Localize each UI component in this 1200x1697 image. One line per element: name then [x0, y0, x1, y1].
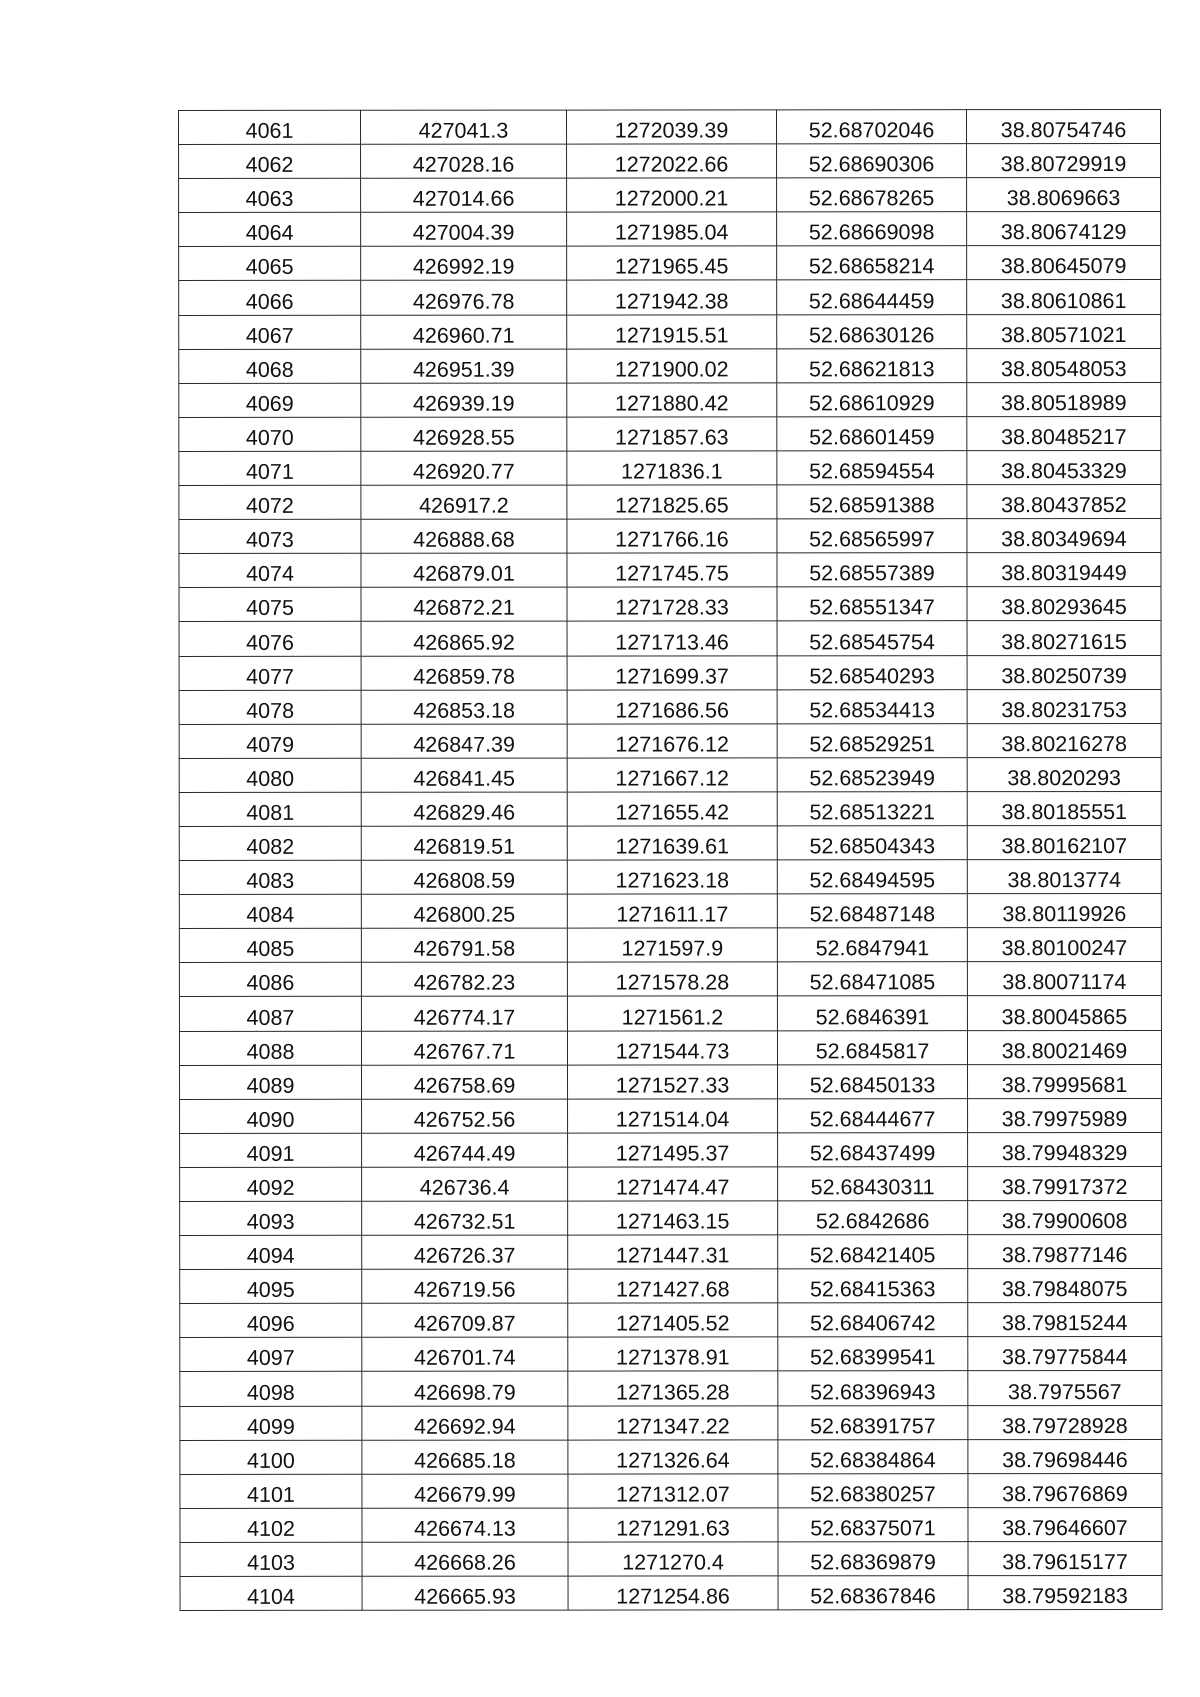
- x-coordinate-cell: 426782.23: [361, 962, 567, 996]
- x-coordinate-cell: 426853.18: [361, 690, 567, 724]
- longitude-cell: 38.79615177: [968, 1541, 1162, 1575]
- point-number-cell: 4070: [179, 417, 361, 451]
- longitude-cell: 38.79646607: [968, 1507, 1162, 1541]
- latitude-cell: 52.68367846: [778, 1576, 968, 1610]
- latitude-cell: 52.68565997: [777, 519, 967, 553]
- point-number-cell: 4069: [179, 383, 361, 417]
- table-row: [180, 1507, 1162, 1542]
- x-coordinate-cell: 426829.46: [361, 792, 567, 826]
- x-coordinate-cell: 426791.58: [361, 928, 567, 962]
- latitude-cell: 52.68678265: [777, 178, 967, 212]
- table-row: [179, 723, 1161, 758]
- point-number-cell: 4074: [179, 554, 361, 588]
- y-coordinate-cell: 1271544.73: [567, 1030, 777, 1064]
- x-coordinate-cell: 426774.17: [361, 997, 567, 1031]
- longitude-cell: 38.80231753: [967, 689, 1161, 723]
- y-coordinate-cell: 1272022.66: [567, 144, 777, 178]
- longitude-cell: 38.79698446: [968, 1439, 1162, 1473]
- y-coordinate-cell: 1271915.51: [567, 314, 777, 348]
- y-coordinate-cell: 1271667.12: [567, 758, 777, 792]
- table-row: [179, 825, 1161, 860]
- longitude-cell: 38.80349694: [967, 519, 1161, 553]
- y-coordinate-cell: 1271639.61: [567, 826, 777, 860]
- table-row: [179, 382, 1161, 417]
- latitude-cell: 52.68621813: [777, 348, 967, 382]
- longitude-cell: 38.79592183: [968, 1576, 1162, 1610]
- x-coordinate-cell: 426808.59: [361, 860, 567, 894]
- y-coordinate-cell: 1271561.2: [567, 996, 777, 1030]
- longitude-cell: 38.80119926: [967, 894, 1161, 928]
- table-row: [179, 587, 1161, 622]
- y-coordinate-cell: 1271836.1: [567, 451, 777, 485]
- y-coordinate-cell: 1271378.91: [568, 1337, 778, 1371]
- longitude-cell: 38.79676869: [968, 1473, 1162, 1507]
- table-row: [179, 655, 1161, 690]
- point-number-cell: 4082: [179, 826, 361, 860]
- latitude-cell: 52.6845817: [777, 1030, 967, 1064]
- longitude-cell: 38.80271615: [967, 621, 1161, 655]
- longitude-cell: 38.79995681: [967, 1064, 1161, 1098]
- x-coordinate-cell: 426800.25: [361, 894, 567, 928]
- longitude-cell: 38.80021469: [967, 1030, 1161, 1064]
- longitude-cell: 38.80185551: [967, 791, 1161, 825]
- latitude-cell: 52.68529251: [777, 723, 967, 757]
- table-row: [179, 178, 1161, 213]
- point-number-cell: 4079: [179, 724, 361, 758]
- table-row: [179, 109, 1161, 144]
- latitude-cell: 52.68551347: [777, 587, 967, 621]
- y-coordinate-cell: 1271825.65: [567, 485, 777, 519]
- table-row: [180, 1371, 1162, 1406]
- point-number-cell: 4104: [180, 1576, 362, 1610]
- point-number-cell: 4098: [180, 1372, 362, 1406]
- point-number-cell: 4095: [180, 1269, 362, 1303]
- longitude-cell: 38.80162107: [967, 825, 1161, 859]
- longitude-cell: 38.80453329: [967, 450, 1161, 484]
- y-coordinate-cell: 1271880.42: [567, 383, 777, 417]
- y-coordinate-cell: 1271686.56: [567, 689, 777, 723]
- point-number-cell: 4103: [180, 1542, 362, 1576]
- y-coordinate-cell: 1271463.15: [568, 1201, 778, 1235]
- latitude-cell: 52.68644459: [777, 280, 967, 314]
- y-coordinate-cell: 1271699.37: [567, 655, 777, 689]
- y-coordinate-cell: 1271427.68: [568, 1269, 778, 1303]
- table-row: [179, 416, 1161, 451]
- y-coordinate-cell: 1271985.04: [567, 212, 777, 246]
- latitude-cell: 52.68487148: [777, 894, 967, 928]
- latitude-cell: 52.68540293: [777, 655, 967, 689]
- point-number-cell: 4068: [179, 349, 361, 383]
- latitude-cell: 52.68601459: [777, 417, 967, 451]
- point-number-cell: 4076: [179, 622, 361, 656]
- table-row: [179, 621, 1161, 656]
- point-number-cell: 4065: [179, 247, 361, 281]
- x-coordinate-cell: 427028.16: [361, 144, 567, 178]
- point-number-cell: 4081: [179, 792, 361, 826]
- x-coordinate-cell: 426928.55: [361, 417, 567, 451]
- y-coordinate-cell: 1271611.17: [567, 894, 777, 928]
- y-coordinate-cell: 1271405.52: [568, 1303, 778, 1337]
- longitude-cell: 38.79975989: [968, 1098, 1162, 1132]
- latitude-cell: 52.68444677: [778, 1098, 968, 1132]
- y-coordinate-cell: 1271527.33: [568, 1064, 778, 1098]
- latitude-cell: 52.6842686: [778, 1201, 968, 1235]
- point-number-cell: 4067: [179, 315, 361, 349]
- x-coordinate-cell: 426992.19: [361, 246, 567, 280]
- latitude-cell: 52.6847941: [777, 928, 967, 962]
- table-row: [180, 1132, 1162, 1167]
- y-coordinate-cell: 1271713.46: [567, 621, 777, 655]
- longitude-cell: 38.8020293: [967, 757, 1161, 791]
- longitude-cell: 38.80610861: [967, 280, 1161, 314]
- x-coordinate-cell: 426951.39: [361, 349, 567, 383]
- x-coordinate-cell: 426752.56: [362, 1099, 568, 1133]
- table-row: [180, 1473, 1162, 1508]
- y-coordinate-cell: 1271655.42: [567, 792, 777, 826]
- y-coordinate-cell: 1271495.37: [568, 1133, 778, 1167]
- table-row: [179, 450, 1161, 485]
- table-row: [180, 1269, 1162, 1304]
- latitude-cell: 52.68702046: [777, 110, 967, 144]
- longitude-cell: 38.79775844: [968, 1337, 1162, 1371]
- table-row: [180, 1098, 1162, 1133]
- y-coordinate-cell: 1271942.38: [567, 280, 777, 314]
- latitude-cell: 52.68450133: [777, 1064, 967, 1098]
- latitude-cell: 52.68630126: [777, 314, 967, 348]
- y-coordinate-cell: 1272000.21: [567, 178, 777, 212]
- longitude-cell: 38.80045865: [967, 996, 1161, 1030]
- point-number-cell: 4084: [179, 894, 361, 928]
- latitude-cell: 52.68690306: [777, 144, 967, 178]
- latitude-cell: 52.68471085: [777, 962, 967, 996]
- table-body: [179, 109, 1163, 1610]
- point-number-cell: 4071: [179, 451, 361, 485]
- x-coordinate-cell: 427004.39: [361, 212, 567, 246]
- x-coordinate-cell: 426920.77: [361, 451, 567, 485]
- latitude-cell: 52.68421405: [778, 1235, 968, 1269]
- y-coordinate-cell: 1271447.31: [568, 1235, 778, 1269]
- table-row: [180, 1235, 1162, 1270]
- latitude-cell: 52.68545754: [777, 621, 967, 655]
- table-row: [180, 1303, 1162, 1338]
- latitude-cell: 52.68406742: [778, 1303, 968, 1337]
- longitude-cell: 38.80571021: [967, 314, 1161, 348]
- x-coordinate-cell: 426865.92: [361, 621, 567, 655]
- longitude-cell: 38.79900608: [968, 1200, 1162, 1234]
- coordinates-table: [178, 109, 1163, 1611]
- point-number-cell: 4091: [180, 1133, 362, 1167]
- point-number-cell: 4085: [179, 929, 361, 963]
- table-row: [179, 485, 1161, 520]
- point-number-cell: 4097: [180, 1338, 362, 1372]
- point-number-cell: 4094: [180, 1235, 362, 1269]
- longitude-cell: 38.79815244: [968, 1303, 1162, 1337]
- longitude-cell: 38.80645079: [967, 246, 1161, 280]
- y-coordinate-cell: 1271900.02: [567, 349, 777, 383]
- x-coordinate-cell: 426732.51: [362, 1201, 568, 1235]
- latitude-cell: 52.68504343: [777, 826, 967, 860]
- point-number-cell: 4080: [179, 758, 361, 792]
- y-coordinate-cell: 1271474.47: [568, 1167, 778, 1201]
- longitude-cell: 38.7975567: [968, 1371, 1162, 1405]
- table-row: [179, 553, 1161, 588]
- longitude-cell: 38.80674129: [967, 212, 1161, 246]
- longitude-cell: 38.79877146: [968, 1235, 1162, 1269]
- point-number-cell: 4075: [179, 588, 361, 622]
- table-row: [180, 1064, 1162, 1099]
- x-coordinate-cell: 426841.45: [361, 758, 567, 792]
- point-number-cell: 4088: [179, 1031, 361, 1065]
- point-number-cell: 4093: [180, 1201, 362, 1235]
- longitude-cell: 38.80437852: [967, 485, 1161, 519]
- point-number-cell: 4089: [180, 1065, 362, 1099]
- point-number-cell: 4066: [179, 281, 361, 315]
- longitude-cell: 38.80754746: [967, 109, 1161, 143]
- x-coordinate-cell: 426668.26: [362, 1542, 568, 1576]
- longitude-cell: 38.8013774: [967, 860, 1161, 894]
- longitude-cell: 38.80100247: [967, 928, 1161, 962]
- x-coordinate-cell: 426665.93: [362, 1576, 568, 1610]
- x-coordinate-cell: 426719.56: [362, 1269, 568, 1303]
- y-coordinate-cell: 1271347.22: [568, 1405, 778, 1439]
- point-number-cell: 4078: [179, 690, 361, 724]
- latitude-cell: 52.68591388: [777, 485, 967, 519]
- latitude-cell: 52.68534413: [777, 689, 967, 723]
- point-number-cell: 4101: [180, 1474, 362, 1508]
- y-coordinate-cell: 1271597.9: [567, 928, 777, 962]
- table-row: [179, 314, 1161, 349]
- point-number-cell: 4099: [180, 1406, 362, 1440]
- table-row: [179, 246, 1161, 281]
- y-coordinate-cell: 1271514.04: [568, 1099, 778, 1133]
- x-coordinate-cell: 426709.87: [362, 1303, 568, 1337]
- y-coordinate-cell: 1272039.39: [567, 110, 777, 144]
- point-number-cell: 4073: [179, 519, 361, 553]
- point-number-cell: 4077: [179, 656, 361, 690]
- table-row: [180, 1576, 1162, 1611]
- x-coordinate-cell: 426767.71: [361, 1031, 567, 1065]
- table-row: [179, 962, 1161, 997]
- y-coordinate-cell: 1271254.86: [568, 1576, 778, 1610]
- longitude-cell: 38.79728928: [968, 1405, 1162, 1439]
- x-coordinate-cell: 426960.71: [361, 315, 567, 349]
- table-row: [180, 1200, 1162, 1235]
- y-coordinate-cell: 1271326.64: [568, 1440, 778, 1474]
- latitude-cell: 52.68594554: [777, 451, 967, 485]
- x-coordinate-cell: 426888.68: [361, 519, 567, 553]
- y-coordinate-cell: 1271676.12: [567, 724, 777, 758]
- y-coordinate-cell: 1271578.28: [567, 962, 777, 996]
- coordinates-table-wrapper: [178, 109, 1162, 1611]
- latitude-cell: 52.68384864: [778, 1439, 968, 1473]
- x-coordinate-cell: 426744.49: [362, 1133, 568, 1167]
- x-coordinate-cell: 426859.78: [361, 656, 567, 690]
- latitude-cell: 52.68557389: [777, 553, 967, 587]
- table-row: [179, 348, 1161, 383]
- latitude-cell: 52.68415363: [778, 1269, 968, 1303]
- point-number-cell: 4061: [179, 110, 361, 144]
- point-number-cell: 4087: [179, 997, 361, 1031]
- x-coordinate-cell: 426726.37: [362, 1235, 568, 1269]
- latitude-cell: 52.68380257: [778, 1473, 968, 1507]
- y-coordinate-cell: 1271728.33: [567, 587, 777, 621]
- x-coordinate-cell: 426758.69: [362, 1065, 568, 1099]
- latitude-cell: 52.68375071: [778, 1508, 968, 1542]
- x-coordinate-cell: 426701.74: [362, 1337, 568, 1371]
- longitude-cell: 38.80250739: [967, 655, 1161, 689]
- table-row: [179, 212, 1161, 247]
- point-number-cell: 4086: [179, 963, 361, 997]
- table-row: [179, 757, 1161, 792]
- x-coordinate-cell: 426872.21: [361, 587, 567, 621]
- point-number-cell: 4100: [180, 1440, 362, 1474]
- x-coordinate-cell: 427041.3: [361, 110, 567, 144]
- table-row: [180, 1166, 1162, 1201]
- longitude-cell: 38.80518989: [967, 382, 1161, 416]
- x-coordinate-cell: 426819.51: [361, 826, 567, 860]
- latitude-cell: 52.68610929: [777, 382, 967, 416]
- x-coordinate-cell: 426679.99: [362, 1474, 568, 1508]
- longitude-cell: 38.80319449: [967, 553, 1161, 587]
- latitude-cell: 52.68669098: [777, 212, 967, 246]
- x-coordinate-cell: 426976.78: [361, 281, 567, 315]
- table-row: [179, 1030, 1161, 1065]
- x-coordinate-cell: 426736.4: [362, 1167, 568, 1201]
- point-number-cell: 4092: [180, 1167, 362, 1201]
- x-coordinate-cell: 426692.94: [362, 1406, 568, 1440]
- y-coordinate-cell: 1271745.75: [567, 553, 777, 587]
- point-number-cell: 4064: [179, 213, 361, 247]
- latitude-cell: 52.68396943: [778, 1371, 968, 1405]
- table-row: [179, 791, 1161, 826]
- table-row: [180, 1405, 1162, 1440]
- x-coordinate-cell: 426939.19: [361, 383, 567, 417]
- latitude-cell: 52.68399541: [778, 1337, 968, 1371]
- latitude-cell: 52.68494595: [777, 860, 967, 894]
- longitude-cell: 38.80216278: [967, 723, 1161, 757]
- table-row: [179, 996, 1161, 1031]
- table-row: [179, 519, 1161, 554]
- point-number-cell: 4083: [179, 860, 361, 894]
- latitude-cell: 52.68523949: [777, 757, 967, 791]
- table-row: [179, 894, 1161, 929]
- latitude-cell: 52.68658214: [777, 246, 967, 280]
- latitude-cell: 52.68369879: [778, 1542, 968, 1576]
- longitude-cell: 38.80548053: [967, 348, 1161, 382]
- y-coordinate-cell: 1271312.07: [568, 1474, 778, 1508]
- table-row: [180, 1439, 1162, 1474]
- latitude-cell: 52.68430311: [778, 1167, 968, 1201]
- y-coordinate-cell: 1271270.4: [568, 1542, 778, 1576]
- table-row: [179, 144, 1161, 179]
- table-row: [180, 1337, 1162, 1372]
- table-row: [180, 1541, 1162, 1576]
- point-number-cell: 4072: [179, 485, 361, 519]
- latitude-cell: 52.68391757: [778, 1405, 968, 1439]
- table-row: [179, 280, 1161, 315]
- y-coordinate-cell: 1271623.18: [567, 860, 777, 894]
- y-coordinate-cell: 1271365.28: [568, 1371, 778, 1405]
- x-coordinate-cell: 426685.18: [362, 1440, 568, 1474]
- point-number-cell: 4062: [179, 144, 361, 178]
- x-coordinate-cell: 427014.66: [361, 178, 567, 212]
- table-row: [179, 860, 1161, 895]
- longitude-cell: 38.79848075: [968, 1269, 1162, 1303]
- latitude-cell: 52.68437499: [778, 1132, 968, 1166]
- table-row: [179, 689, 1161, 724]
- longitude-cell: 38.79917372: [968, 1166, 1162, 1200]
- latitude-cell: 52.68513221: [777, 792, 967, 826]
- longitude-cell: 38.8069663: [967, 178, 1161, 212]
- point-number-cell: 4102: [180, 1508, 362, 1542]
- longitude-cell: 38.80071174: [967, 962, 1161, 996]
- point-number-cell: 4096: [180, 1304, 362, 1338]
- longitude-cell: 38.80729919: [967, 144, 1161, 178]
- x-coordinate-cell: 426917.2: [361, 485, 567, 519]
- x-coordinate-cell: 426698.79: [362, 1372, 568, 1406]
- x-coordinate-cell: 426674.13: [362, 1508, 568, 1542]
- longitude-cell: 38.80485217: [967, 416, 1161, 450]
- y-coordinate-cell: 1271291.63: [568, 1508, 778, 1542]
- y-coordinate-cell: 1271857.63: [567, 417, 777, 451]
- point-number-cell: 4090: [180, 1099, 362, 1133]
- latitude-cell: 52.6846391: [777, 996, 967, 1030]
- y-coordinate-cell: 1271766.16: [567, 519, 777, 553]
- x-coordinate-cell: 426879.01: [361, 553, 567, 587]
- table-row: [179, 928, 1161, 963]
- longitude-cell: 38.79948329: [968, 1132, 1162, 1166]
- longitude-cell: 38.80293645: [967, 587, 1161, 621]
- x-coordinate-cell: 426847.39: [361, 724, 567, 758]
- point-number-cell: 4063: [179, 178, 361, 212]
- y-coordinate-cell: 1271965.45: [567, 246, 777, 280]
